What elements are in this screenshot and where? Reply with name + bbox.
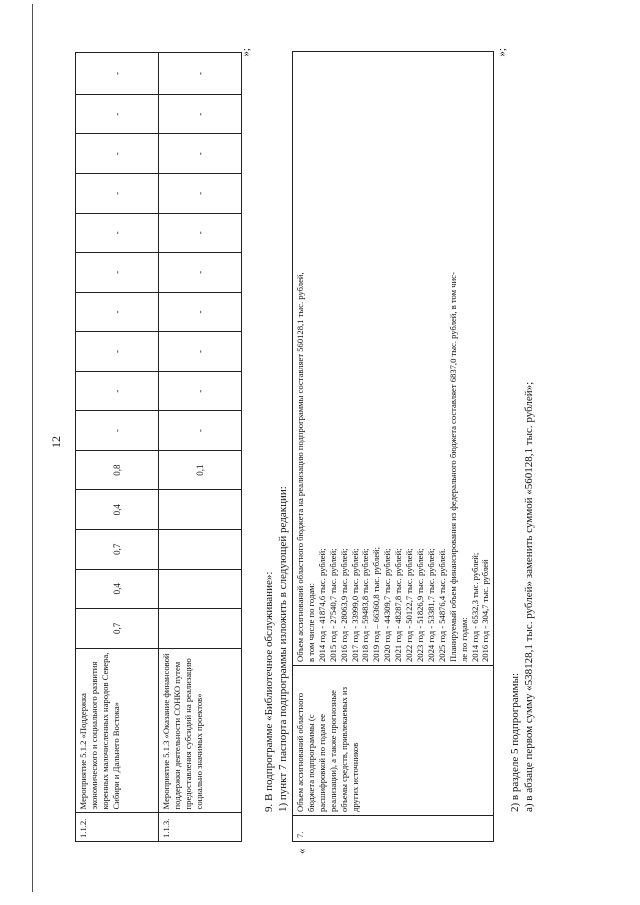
value-cell: 0,8: [76, 450, 159, 490]
value-cell: -: [159, 213, 242, 253]
value-cell: 0,7: [76, 609, 159, 649]
opening-quote-mark: «: [296, 848, 308, 854]
value-cell: [159, 609, 242, 649]
scan-edge-line: [32, 4, 33, 892]
value-cell: -: [159, 411, 242, 451]
table-row: [293, 52, 494, 842]
budget-line: 2023 год - 51826,9 тыс. рублей;: [414, 548, 425, 662]
value-cell: -: [159, 253, 242, 293]
rotated-page-content: [75, 42, 536, 854]
value-cell: -: [76, 371, 159, 411]
budget-line: 2018 год - 59483,8 тыс. рублей;: [360, 548, 371, 662]
budget-line: 2016 год - 304,7 тыс. рублей: [480, 559, 491, 662]
budget-line: 2021 год - 48287,8 тыс. рублей;: [393, 548, 404, 662]
budget-line: 2025 год - 54876,4 тыс. рублей.: [436, 548, 447, 662]
value-cell: -: [159, 53, 242, 95]
table-row: [76, 53, 159, 842]
value-cell: 0,1: [159, 450, 242, 490]
row-title: Мероприятие 5.1.3 «Оказание финансовой поддержки деятельности СОНКО путем предоставления субсидий на реализацию социально значимых проектов»: [159, 648, 242, 813]
value-cell: -: [76, 53, 159, 95]
value-cell: -: [159, 292, 242, 332]
table-row: [159, 53, 242, 842]
value-cell: 0,7: [76, 529, 159, 569]
passport-item-value: [293, 52, 494, 666]
passport-table: [292, 51, 494, 842]
section-heading: 9. В подпрограмме «Библиотечное обслуживание»:: [263, 571, 275, 812]
budget-line: 2014 год - 6532,3 тыс. рублей;: [469, 552, 480, 662]
value-cell: 0,4: [76, 490, 159, 530]
closing-quote-mark: »;: [496, 48, 509, 57]
budget-line: Объем ассигнований областного бюджета на реализацию подпрограммы составляет 560128,1 тыс. рублей,: [295, 272, 305, 662]
budget-line: 2016 год - 28063,9 тыс. рублей;: [338, 548, 349, 662]
value-cell: [159, 569, 242, 609]
budget-line: 2017 год - 33999,0 тыс. рублей;: [349, 548, 360, 662]
value-cell: -: [159, 174, 242, 214]
budget-line: 2022 год - 50122,7 тыс. рублей;: [404, 548, 415, 662]
after-item-a: а) в абзаце первом сумму «538128,1 тыс. рублей» заменить суммой «560128,1 тыс. рублей»;: [523, 381, 536, 812]
section-item: 1) пункт 7 паспорта подпрограммы изложить в следующей редакции:: [277, 486, 289, 812]
value-cell: -: [159, 332, 242, 372]
value-cell: 0,4: [76, 569, 159, 609]
section-paragraph: [262, 42, 290, 842]
after-item-2: 2) в разделе 5 подпрограммы:: [509, 672, 522, 812]
after-paragraph: [508, 42, 536, 842]
budget-line: 2015 год - 27540,7 тыс. рублей;: [327, 548, 338, 662]
page-number: 12: [49, 436, 63, 448]
value-cell: -: [76, 292, 159, 332]
value-cell: -: [76, 332, 159, 372]
closing-quote-mark: »;: [240, 48, 252, 57]
budget-line: ле по годам:: [458, 617, 469, 662]
value-cell: -: [159, 94, 242, 134]
value-cell: [159, 529, 242, 569]
value-cell: -: [76, 174, 159, 214]
value-cell: [159, 490, 242, 530]
passport-item-label: Объем ассигнований областного бюджета подпрограммы (с расшифровкой по годам ее реализации), а также прогнозные объемы средств, привлекаемых из других источников: [293, 666, 494, 816]
value-cell: -: [76, 411, 159, 451]
value-cell: -: [76, 213, 159, 253]
budget-line: 2020 год - 44309,7 тыс. рублей;: [382, 548, 393, 662]
activities-table: [75, 52, 242, 842]
value-cell: -: [159, 134, 242, 174]
value-cell: -: [76, 94, 159, 134]
value-cell: -: [76, 253, 159, 293]
value-cell: -: [159, 371, 242, 411]
value-cell: -: [76, 134, 159, 174]
row-title: Мероприятие 5.1.2 «Поддержка экономического и социального развития коренных малочисленных народов Севера, Сибири и Дальнего Востока»: [76, 648, 159, 813]
budget-line: 2024 год - 53381,7 тыс. рублей;: [425, 548, 436, 662]
row-code: 1.1.2.: [76, 813, 159, 842]
budget-line: 2019 год – 66360,8 тыс. рублей;: [371, 547, 382, 662]
row-code: 1.1.3.: [159, 813, 242, 842]
budget-line: в том числе по годам:: [305, 583, 316, 662]
budget-line: 2014 год - 41874,6 тыс. рублей;: [316, 548, 327, 662]
budget-line: Планируемый объем финансирования из федерального бюджета составляет 6837,0 тыс. рублей, в том чис-: [447, 272, 458, 662]
passport-item-number: 7.: [293, 816, 494, 842]
